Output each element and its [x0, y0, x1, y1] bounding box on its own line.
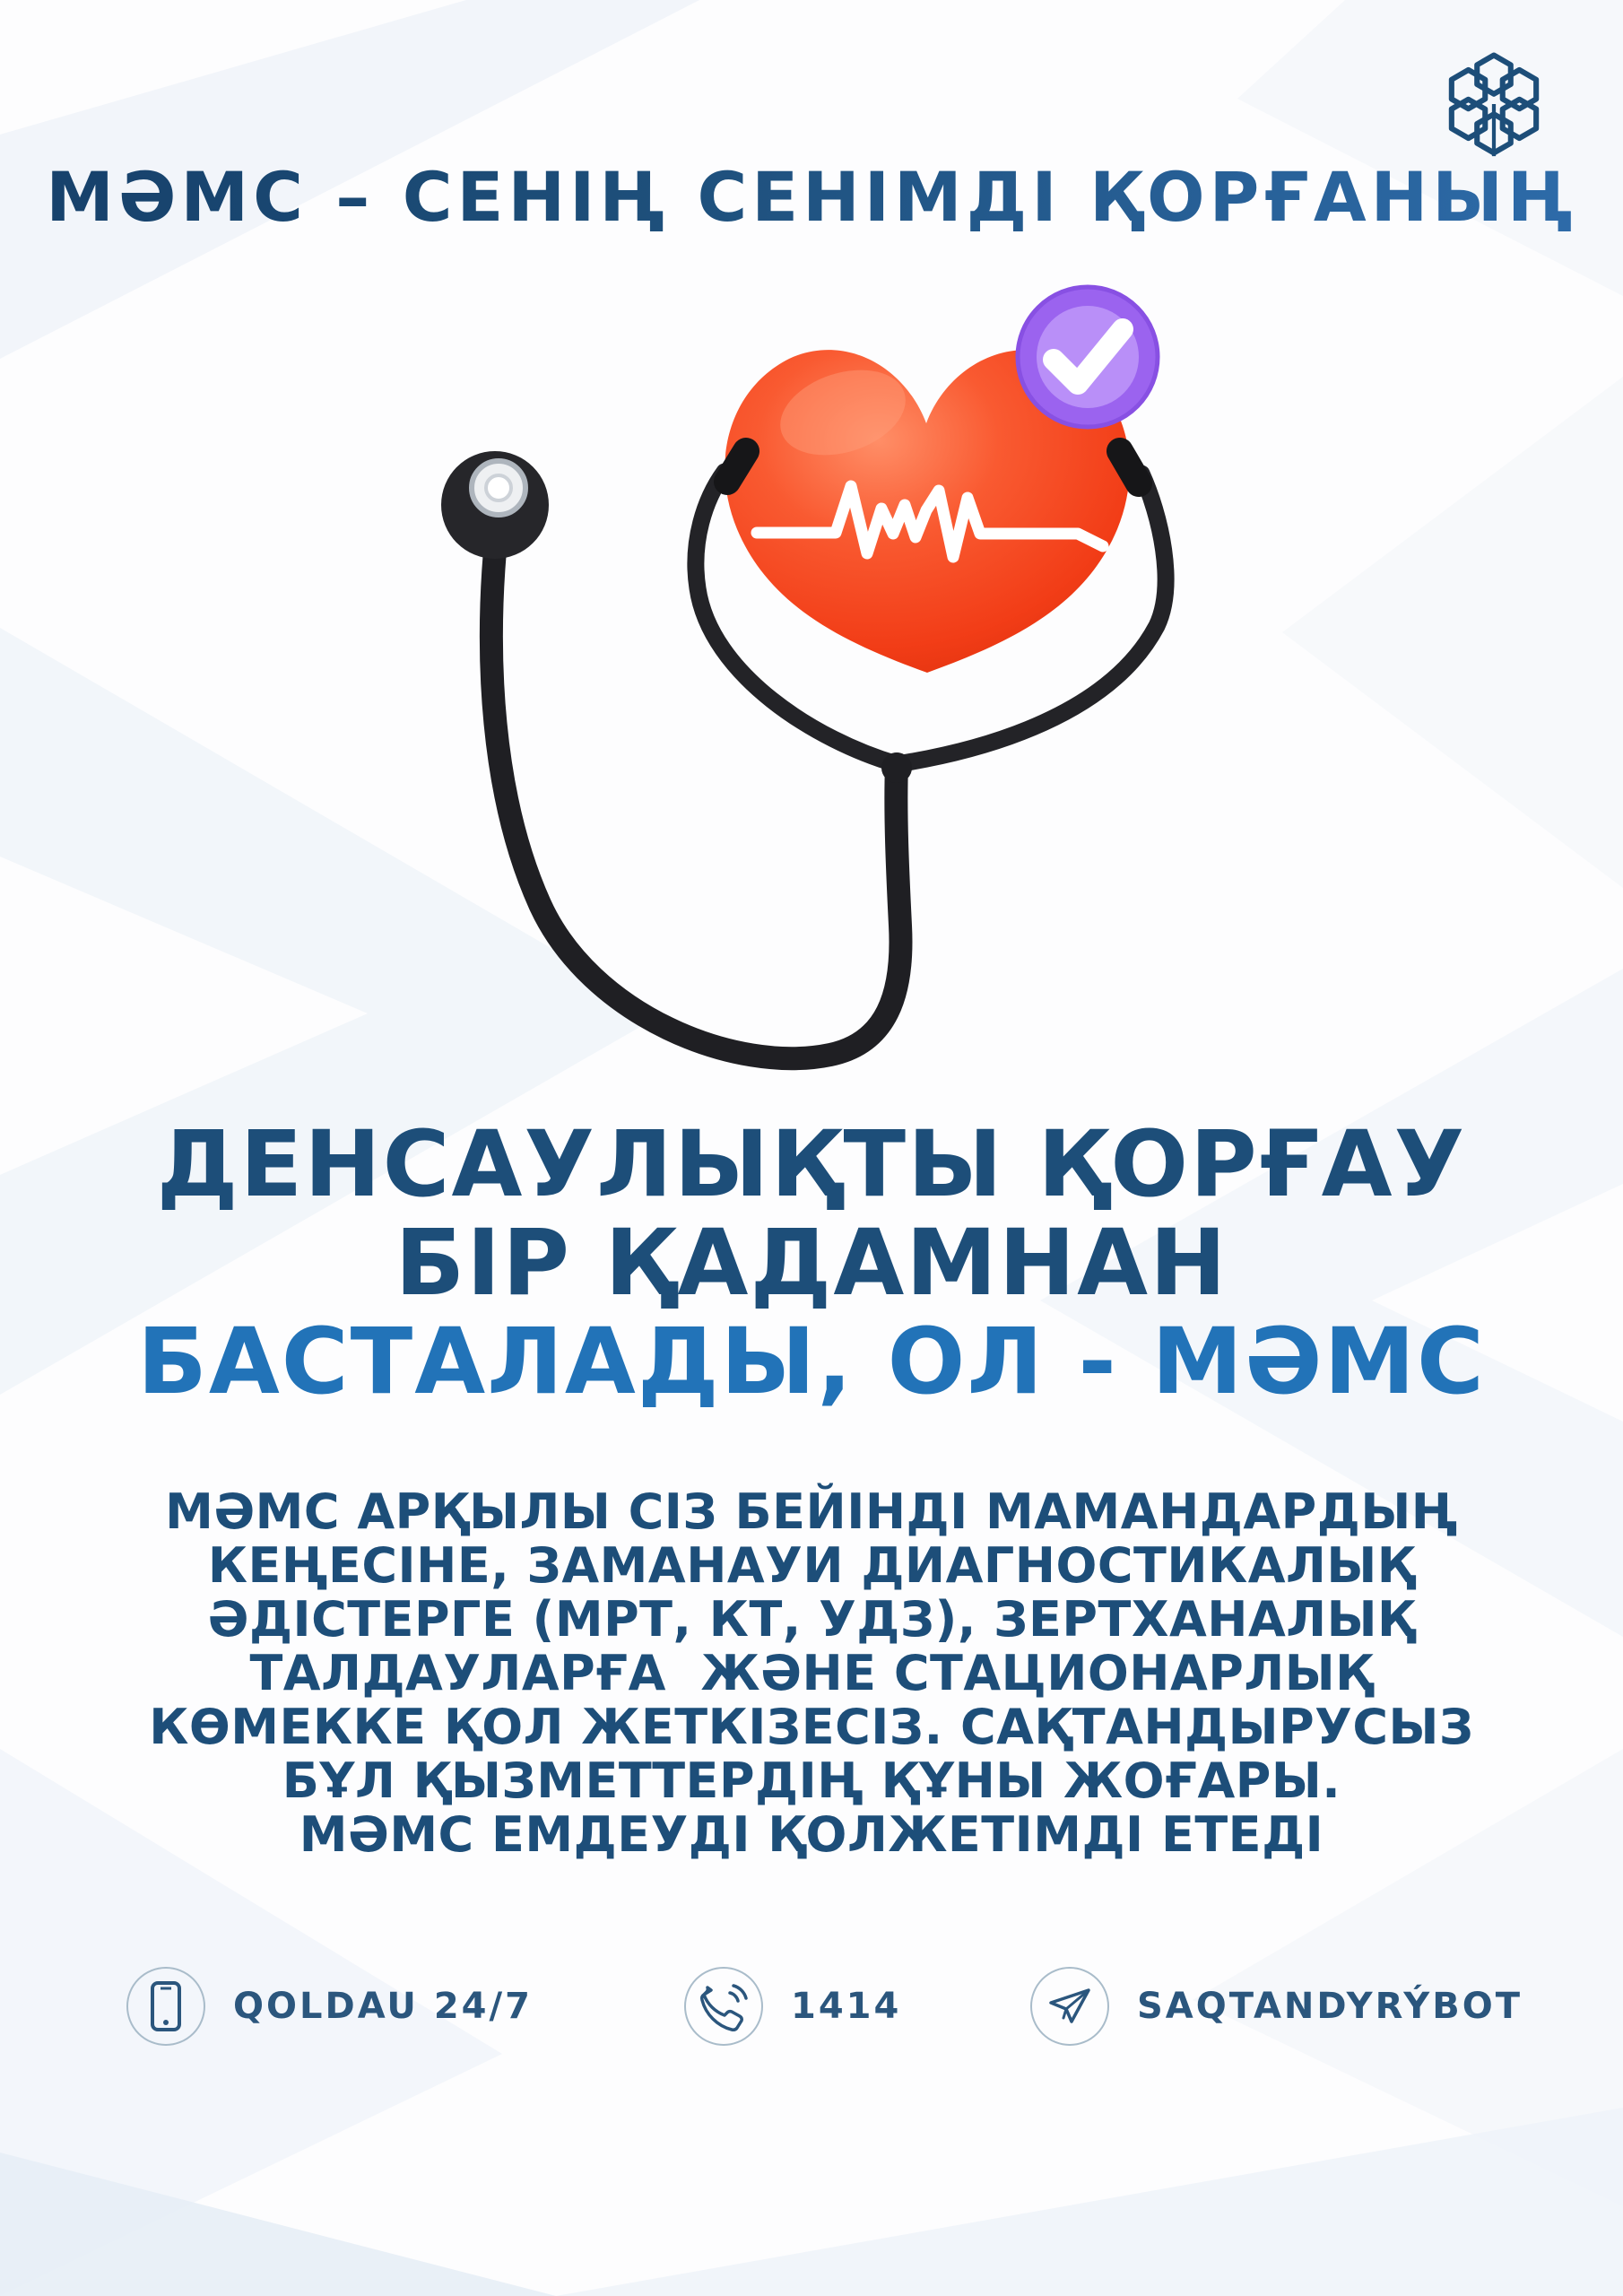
footer-contact-label: SAQTANDYRÝBOT [1137, 1986, 1523, 2027]
fund-logo-icon [1439, 49, 1549, 159]
smartphone-icon [126, 1966, 206, 2047]
footer-contact-label: QOLDAU 24/7 [233, 1986, 533, 2027]
body-line: БҰЛ ҚЫЗМЕТТЕРДІҢ ҚҰНЫ ЖОҒАРЫ. [282, 1752, 1341, 1809]
phone-call-icon [683, 1966, 764, 2047]
body-line: КЕҢЕСІНЕ, ЗАМАНАУИ ДИАГНОСТИКАЛЫҚ [207, 1537, 1416, 1594]
page-title: МӘМС – СЕНІҢ СЕНІМДІ ҚОРҒАНЫҢ [0, 160, 1623, 235]
footer-contact-phone[interactable] [683, 1964, 901, 2048]
paper-plane-icon [1029, 1966, 1110, 2047]
body-line: ӘДІСТЕРГЕ (МРТ, КТ, УДЗ), ЗЕРТХАНАЛЫҚ [207, 1591, 1416, 1648]
body-line: МӘМС АРҚЫЛЫ СІЗ БЕЙІНДІ МАМАНДАРДЫҢ [165, 1483, 1458, 1540]
footer-contact-label: 1414 [791, 1986, 902, 2027]
headline-line-2: БІР ҚАДАМНАН [395, 1210, 1228, 1317]
stethoscope-diaphragm-icon [441, 451, 549, 559]
headline-line-3: БАСТАЛАДЫ, ОЛ - МӘМС [137, 1309, 1486, 1415]
footer-contact-telegram-bot[interactable] [1029, 1964, 1523, 2048]
body-line: КӨМЕККЕ ҚОЛ ЖЕТКІЗЕСІЗ. САҚТАНДЫРУСЫЗ [149, 1699, 1474, 1755]
footer-contact-support[interactable] [126, 1964, 533, 2048]
check-badge-icon [1018, 287, 1158, 427]
body-line: ТАЛДАУЛАРҒА ЖӘНЕ СТАЦИОНАРЛЫҚ [249, 1645, 1374, 1701]
headline-line-1: ДЕНСАУЛЫҚТЫ ҚОРҒАУ [156, 1111, 1467, 1218]
body-paragraph [0, 1485, 1623, 1862]
main-headline [0, 1111, 1623, 1415]
heart-stethoscope-illustration [395, 233, 1255, 1094]
body-line: МӘМС ЕМДЕУДІ ҚОЛЖЕТІМДІ ЕТЕДІ [299, 1806, 1324, 1863]
